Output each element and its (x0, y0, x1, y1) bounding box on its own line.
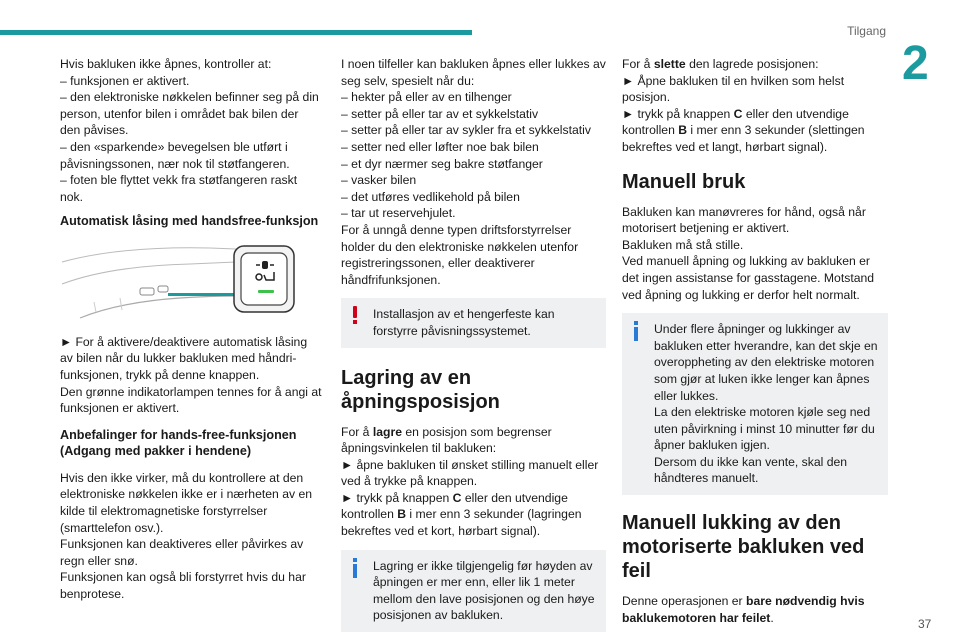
list-item: – setter ned eller løfter noe bak bilen (341, 139, 539, 154)
warning-text: Installasjon av et hengerfeste kan forstyrre påvisningssystemet. (373, 307, 555, 338)
tailgate-handle-drawing (60, 240, 322, 324)
delete-intro: For å slette den lagrede posisjonen: (622, 57, 819, 71)
intro-text: I noen tilfeller kan bakluken åpnes eller lukkes av seg selv, spesielt når du: (341, 57, 606, 88)
column-2 (341, 56, 606, 632)
save-step-1: ► åpne bakluken til ønsket stilling manuelt eller ved å trykke på knappen. (341, 457, 599, 489)
info-text: Under flere åpninger og lukkinger av bakluken etter hverandre, kan det skje en overoppheting av den elektriske motoren som gjør at luken ikke lenger kan åpnes eller lukkes. (654, 322, 878, 403)
recommendation-text: Funksjonen kan deaktiveres eller påvirkes av regn eller snø. (60, 537, 304, 568)
tailgate-button-illustration (60, 240, 322, 324)
warning-icon (353, 306, 357, 318)
page-number: 37 (918, 617, 932, 631)
check-item: – den «sparkende» bevegelsen ble utført i påvisningssonen, nær nok til støtfangeren. (60, 139, 290, 171)
info-text: Lagring er ikke tilgjengelig før høyden av åpningen er mer enn, eller lik 1 meter mellom den lave posisjonen og den høye posisjonen av bakluken. (373, 558, 595, 623)
warning-icon-dot (353, 320, 357, 324)
recommendation-text: Funksjonen kan også bli forstyrret hvis du har benprotese. (60, 570, 306, 601)
manual-text: Ved manuell åpning og lukking av bakluken er det ingen assistanse for gasstagene. Motstand ved åpning og lukking er derfor helt normalt. (622, 254, 875, 302)
info-icon (353, 558, 357, 562)
failure-text: Denne operasjonen er bare nødvendig hvis baklukemotoren har feilet. (622, 594, 865, 625)
manual-text: Bakluken kan manøvreres for hånd, også når motorisert betjening er aktivert. (622, 204, 866, 236)
list-item: – setter på eller tar av et sykkelstativ (341, 106, 539, 121)
subheading-recommendations: Anbefalinger for hands-free-funksjonen (Adgang med pakker i hendene) (60, 427, 297, 459)
info-icon-bar (634, 327, 638, 341)
list-item: – et dyr nærmer seg bakre støtfanger (341, 156, 543, 171)
list-item: – vasker bilen (341, 173, 417, 188)
subheading-auto-lock: Automatisk låsing med handsfree-funksjon (60, 214, 319, 229)
save-intro: For å lagre en posisjon som begrenser åpningsvinkelen til bakluken: (341, 424, 552, 456)
recommendation-text: Hvis den ikke virker, må du kontrollere at den elektroniske nøkkelen ikke er i nærheten av en kilde til elektromagnetiske forstyrrelser (smarttelefon osv.). (60, 470, 313, 535)
info-icon-bar (353, 564, 357, 578)
list-item: – det utføres vedlikehold på bilen (341, 189, 520, 204)
chapter-number: 2 (902, 37, 929, 90)
info-note (341, 550, 606, 632)
heading-manual-closing: Manuell lukking av den motoriserte bakluken ved feil (622, 512, 865, 583)
info-note (622, 313, 888, 495)
save-step-2: ► trykk på knappen C eller den utvendige kontrollen B i mer enn 3 sekunder (lagringen bekreftes ved et kort, hørbart signal). (341, 490, 582, 539)
manual-text: Bakluken må stå stille. (622, 237, 744, 252)
info-icon (634, 321, 638, 325)
info-text: La den elektriske motoren kjøle seg ned uten påvirkning i minst 10 minutter før du åpner bakluken igjen. (654, 405, 875, 453)
check-item: – den elektroniske nøkkelen befinner seg på din person, utenfor bilen i området bak bilen der den påvises. (60, 90, 319, 138)
warning-note (341, 298, 606, 347)
list-item: – hekter på eller av en tilhenger (341, 90, 512, 105)
indicator-text: Den grønne indikatorlampen tennes for å angi at funksjonen er aktivert. (60, 384, 322, 416)
intro-text: Hvis bakluken ikke åpnes, kontroller at: (60, 57, 272, 71)
heading-manual-use: Manuell bruk (622, 170, 746, 193)
list-item: – tar ut reservehjulet. (341, 206, 456, 221)
activation-step: ► For å aktivere/deaktivere automatisk låsing av bilen når du lukker bakluken med håndri-funksjonen, trykk på denne knappen. (60, 334, 308, 383)
column-1 (60, 56, 322, 603)
header-accent-bar (0, 30, 472, 35)
delete-step-1: ► Åpne bakluken til en hvilken som helst posisjon. (622, 73, 845, 105)
section-title: Tilgang (847, 24, 886, 38)
avoid-text: For å unngå denne typen driftsforstyrrelser holder du den elektroniske nøkkelen utenfor registreringssonen, eller deaktiverer håndfrifunksjonen. (341, 222, 579, 287)
check-item: – foten ble flyttet vekk fra støtfangeren raskt nok. (60, 173, 298, 204)
heading-save-position: Lagring av en åpningsposisjon (341, 366, 500, 413)
info-text: Dersom du ikke kan vente, skal den håndteres manuelt. (654, 454, 848, 486)
column-3 (622, 56, 888, 626)
list-item: – setter på eller tar av sykler fra et sykkelstativ (341, 123, 591, 138)
check-item: – funksjonen er aktivert. (60, 73, 190, 88)
delete-step-2: ► trykk på knappen C eller den utvendige kontrollen B i mer enn 3 sekunder (slettingen bekreftes ved et langt, hørbart signal). (622, 106, 865, 154)
